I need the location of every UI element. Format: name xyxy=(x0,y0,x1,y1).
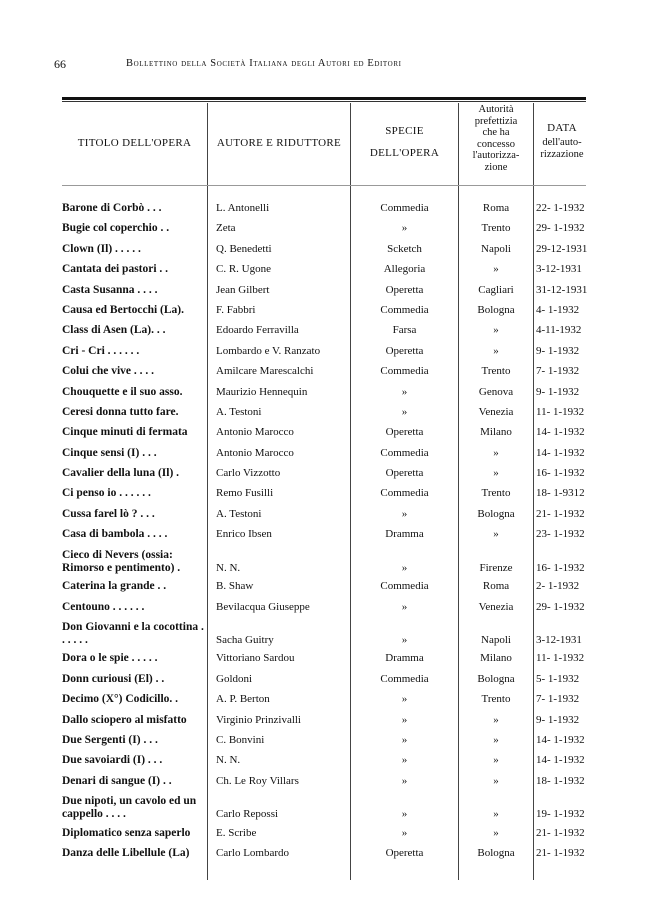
cell-kind: Commedia xyxy=(380,672,429,685)
cell-kind: Dramma xyxy=(385,652,424,665)
cell-kind: » xyxy=(401,754,408,767)
table-row xyxy=(0,243,649,263)
cell-date: 4-11-1932 xyxy=(536,324,582,337)
cell-city: Bologna xyxy=(477,672,515,685)
cell-author: A. Testoni xyxy=(216,507,262,520)
cell-city: Firenze xyxy=(479,561,513,574)
cell-city: Bologna xyxy=(477,303,515,316)
cell-author: Enrico Ibsen xyxy=(216,528,272,541)
cell-city: Cagliari xyxy=(478,283,514,296)
cell-kind: Operetta xyxy=(385,426,424,439)
cell-title: Due Sergenti (I) . . . xyxy=(62,733,158,746)
table-body xyxy=(0,202,649,867)
cell-date: 7- 1-1932 xyxy=(536,693,580,706)
cell-date: 3-12-1931 xyxy=(536,263,582,276)
cell-title: Cri - Cri . . . . . . xyxy=(62,344,140,357)
header-date-line1: DATA xyxy=(547,122,577,134)
cell-city: Venezia xyxy=(478,600,514,613)
table-row xyxy=(0,467,649,487)
cell-date: 14- 1-1932 xyxy=(536,426,585,439)
cell-title: Barone di Corbò . . . xyxy=(62,202,162,214)
cell-author: Antonio Marocco xyxy=(216,426,294,439)
cell-date: 11- 1-1932 xyxy=(536,405,585,418)
cell-title: Cussa farel lò ? . . . xyxy=(62,507,155,520)
cell-title: Cinque minuti di fermata xyxy=(62,426,188,439)
table-row xyxy=(0,508,649,528)
cell-title: Casa di bambola . . . . xyxy=(62,528,168,541)
cell-kind: Operetta xyxy=(385,283,424,296)
cell-city: Trento xyxy=(481,365,511,378)
cell-kind: » xyxy=(401,561,408,574)
table-row xyxy=(0,734,649,754)
header-authority-line: concesso xyxy=(477,138,515,150)
table-row xyxy=(0,447,649,467)
table-row xyxy=(0,673,649,693)
header-authority xyxy=(459,104,533,173)
table-row xyxy=(0,549,649,581)
header-date-line3: rizzazione xyxy=(540,149,584,160)
cell-kind: Operetta xyxy=(385,467,424,480)
table-row xyxy=(0,693,649,713)
cell-author: Maurizio Hennequin xyxy=(216,385,308,398)
cell-city: » xyxy=(493,733,499,746)
cell-kind: Commedia xyxy=(380,446,429,459)
cell-city: Roma xyxy=(482,580,510,593)
table-row xyxy=(0,795,649,827)
journal-title: Bollettino della Società Italiana degli Autori ed Editori xyxy=(126,58,402,69)
cell-title: Dora o le spie . . . . . xyxy=(62,652,158,665)
cell-title: Don Giovanni e la cocottina . . . . . . xyxy=(62,620,204,646)
cell-kind: » xyxy=(401,713,408,726)
cell-city: Bologna xyxy=(477,507,515,520)
cell-city: » xyxy=(493,446,499,459)
table-row xyxy=(0,304,649,324)
cell-title: Donn curiousi (El) . . xyxy=(62,672,165,685)
table-row xyxy=(0,621,649,653)
table-row xyxy=(0,528,649,548)
table-row xyxy=(0,386,649,406)
cell-title: Due savoiardi (I) . . . xyxy=(62,754,163,767)
cell-city: Trento xyxy=(481,693,511,706)
cell-kind: Operetta xyxy=(385,344,424,357)
cell-author: F. Fabbri xyxy=(216,303,256,316)
cell-city: » xyxy=(493,263,499,276)
cell-author: A. P. Berton xyxy=(216,693,270,706)
table-row xyxy=(0,775,649,795)
cell-date: 14- 1-1932 xyxy=(536,446,585,459)
table-row xyxy=(0,263,649,283)
table-row xyxy=(0,284,649,304)
cell-date: 29- 1-1932 xyxy=(536,600,585,613)
cell-date: 18- 1-1932 xyxy=(536,774,585,787)
cell-kind: » xyxy=(401,774,408,787)
table-row xyxy=(0,754,649,774)
cell-city: » xyxy=(493,344,499,357)
page-number: 66 xyxy=(54,57,66,71)
cell-date: 14- 1-1932 xyxy=(536,754,585,767)
cell-kind: » xyxy=(401,733,408,746)
cell-author: Sacha Guitry xyxy=(216,633,274,646)
cell-author: Amilcare Marescalchi xyxy=(216,365,314,378)
cell-author: N. N. xyxy=(216,561,241,574)
cell-kind: Farsa xyxy=(392,324,417,337)
cell-title: Cieco di Nevers (ossia: Rimorso e pentimento) . xyxy=(62,548,181,574)
cell-title: Diplomatico senza saperlo xyxy=(62,826,191,839)
cell-kind: » xyxy=(401,405,408,418)
header-authority-line: Autorità xyxy=(478,104,514,115)
cell-kind: Commedia xyxy=(380,365,429,378)
cell-city: Trento xyxy=(481,487,511,500)
cell-author: B. Shaw xyxy=(216,580,254,593)
cell-author: Lombardo e V. Ranzato xyxy=(216,344,321,357)
cell-title: Cavalier della luna (Il) . xyxy=(62,467,180,480)
table-row xyxy=(0,222,649,242)
cell-author: N. N. xyxy=(216,754,241,767)
header-kind-line1: SPECIE xyxy=(385,125,424,137)
cell-date: 9- 1-1932 xyxy=(536,344,580,357)
cell-title: Casta Susanna . . . . xyxy=(62,283,158,296)
cell-title: Bugie col coperchio . . xyxy=(62,222,170,235)
cell-city: » xyxy=(493,826,499,839)
cell-date: 11- 1-1932 xyxy=(536,652,585,665)
cell-author: L. Antonelli xyxy=(216,202,270,214)
header-author: AUTORE E RIDUTTORE xyxy=(216,137,342,149)
header-authority-line: zione xyxy=(484,161,508,173)
cell-kind: Dramma xyxy=(385,528,424,541)
table-top-rule-thin xyxy=(62,101,586,102)
cell-title: Decimo (X°) Codicillo. . xyxy=(62,693,179,706)
header-kind-line2: DELL'OPERA xyxy=(369,147,440,159)
table-row xyxy=(0,202,649,222)
cell-title: Cinque sensi (I) . . . xyxy=(62,446,157,459)
cell-date: 3-12-1931 xyxy=(536,633,582,646)
cell-city: » xyxy=(493,528,499,541)
cell-kind: Commedia xyxy=(380,303,429,316)
cell-city: Napoli xyxy=(481,242,511,255)
header-date-line2: dell'auto- xyxy=(542,137,582,148)
table-row xyxy=(0,652,649,672)
cell-author: Zeta xyxy=(216,222,236,235)
cell-date: 7- 1-1932 xyxy=(536,365,580,378)
cell-title: Chouquette e il suo asso. xyxy=(62,385,183,398)
cell-author: Virginio Prinzivalli xyxy=(216,713,301,726)
cell-kind: » xyxy=(401,600,408,613)
cell-author: Vittoriano Sardou xyxy=(216,652,295,665)
cell-title: Due nipoti, un cavolo ed un cappello . . . . xyxy=(62,795,197,821)
cell-date: 18- 1-9312 xyxy=(536,487,585,500)
cell-date: 21- 1-1932 xyxy=(536,507,585,520)
cell-date: 5- 1-1932 xyxy=(536,672,580,685)
cell-title: Ceresi donna tutto fare. xyxy=(62,405,179,418)
cell-kind: » xyxy=(401,222,408,235)
cell-city: Venezia xyxy=(478,405,514,418)
cell-kind: » xyxy=(401,808,408,821)
cell-author: Carlo Vizzotto xyxy=(216,467,281,480)
cell-author: Q. Benedetti xyxy=(216,242,272,255)
cell-date: 21- 1-1932 xyxy=(536,847,585,860)
cell-date: 14- 1-1932 xyxy=(536,733,585,746)
cell-author: A. Testoni xyxy=(216,405,262,418)
cell-title: Causa ed Bertocchi (La). xyxy=(62,303,185,316)
cell-kind: » xyxy=(401,693,408,706)
cell-kind: » xyxy=(401,633,408,646)
cell-city: » xyxy=(493,324,499,337)
cell-kind: Allegoria xyxy=(383,263,426,276)
cell-date: 2- 1-1932 xyxy=(536,580,580,593)
cell-author: C. Bonvini xyxy=(216,733,265,746)
cell-city: Trento xyxy=(481,222,511,235)
table-row xyxy=(0,714,649,734)
cell-city: Milano xyxy=(480,426,512,439)
cell-kind: Commedia xyxy=(380,487,429,500)
table-row xyxy=(0,847,649,867)
cell-city: » xyxy=(493,808,499,821)
running-header xyxy=(54,57,594,75)
cell-kind: Commedia xyxy=(380,580,429,593)
cell-date: 31-12-1931 xyxy=(536,283,588,296)
cell-author: E. Scribe xyxy=(216,826,257,839)
cell-date: 29-12-1931 xyxy=(536,242,588,255)
table-row xyxy=(0,580,649,600)
cell-title: Dallo sciopero al misfatto xyxy=(62,713,187,726)
cell-author: Edoardo Ferravilla xyxy=(216,324,299,337)
table-row xyxy=(0,345,649,365)
cell-author: Ch. Le Roy Villars xyxy=(216,774,299,787)
cell-title: Cantata dei pastori . . xyxy=(62,263,169,276)
header-title: TITOLO DELL'OPERA xyxy=(77,137,192,149)
cell-date: 22- 1-1932 xyxy=(536,202,585,214)
cell-city: Genova xyxy=(478,385,514,398)
cell-author: Jean Gilbert xyxy=(216,283,270,296)
cell-title: Class di Asen (La). . . xyxy=(62,324,166,337)
table-row xyxy=(0,827,649,847)
cell-author: Remo Fusilli xyxy=(216,487,274,500)
header-authority-line: che ha xyxy=(482,127,510,138)
table-row xyxy=(0,426,649,446)
cell-date: 16- 1-1932 xyxy=(536,467,585,480)
table-row xyxy=(0,487,649,507)
cell-date: 4- 1-1932 xyxy=(536,303,580,316)
cell-date: 9- 1-1932 xyxy=(536,385,580,398)
table-row xyxy=(0,601,649,621)
cell-title: Ci penso io . . . . . . xyxy=(62,487,151,500)
cell-date: 19- 1-1932 xyxy=(536,808,585,821)
cell-author: Antonio Marocco xyxy=(216,446,294,459)
table-row xyxy=(0,365,649,385)
cell-author: Goldoni xyxy=(216,672,253,685)
table-row xyxy=(0,406,649,426)
cell-kind: Scketch xyxy=(387,242,422,255)
cell-city: » xyxy=(493,774,499,787)
cell-city: Roma xyxy=(482,202,510,214)
cell-city: Milano xyxy=(480,652,512,665)
cell-city: Napoli xyxy=(481,633,511,646)
table-row xyxy=(0,324,649,344)
cell-kind: » xyxy=(401,507,408,520)
cell-city: » xyxy=(493,467,499,480)
cell-date: 23- 1-1932 xyxy=(536,528,585,541)
cell-title: Denari di sangue (I) . . xyxy=(62,774,172,787)
header-authority-line: l'autorizza- xyxy=(472,150,520,161)
cell-title: Danza delle Libellule (La) xyxy=(62,847,190,860)
cell-date: 9- 1-1932 xyxy=(536,713,580,726)
header-bottom-rule xyxy=(62,185,586,186)
cell-kind: » xyxy=(401,385,408,398)
cell-title: Caterina la grande . . xyxy=(62,580,167,593)
cell-author: Carlo Repossi xyxy=(216,808,279,821)
table-top-rule xyxy=(62,97,586,100)
cell-author: C. R. Ugone xyxy=(216,263,271,276)
cell-city: » xyxy=(493,713,499,726)
cell-title: Centouno . . . . . . xyxy=(62,600,145,613)
cell-city: Bologna xyxy=(477,847,515,860)
cell-city: » xyxy=(493,754,499,767)
cell-date: 29- 1-1932 xyxy=(536,222,585,235)
cell-kind: Commedia xyxy=(380,202,429,214)
cell-title: Colui che vive . . . . xyxy=(62,365,154,378)
cell-title: Clown (Il) . . . . . xyxy=(62,242,141,255)
header-authority-line: prefettizia xyxy=(474,115,518,127)
cell-date: 16- 1-1932 xyxy=(536,561,585,574)
cell-date: 21- 1-1932 xyxy=(536,826,585,839)
cell-kind: » xyxy=(401,826,408,839)
cell-author: Bevilacqua Giuseppe xyxy=(216,600,310,613)
cell-kind: Operetta xyxy=(385,847,424,860)
cell-author: Carlo Lombardo xyxy=(216,847,290,860)
